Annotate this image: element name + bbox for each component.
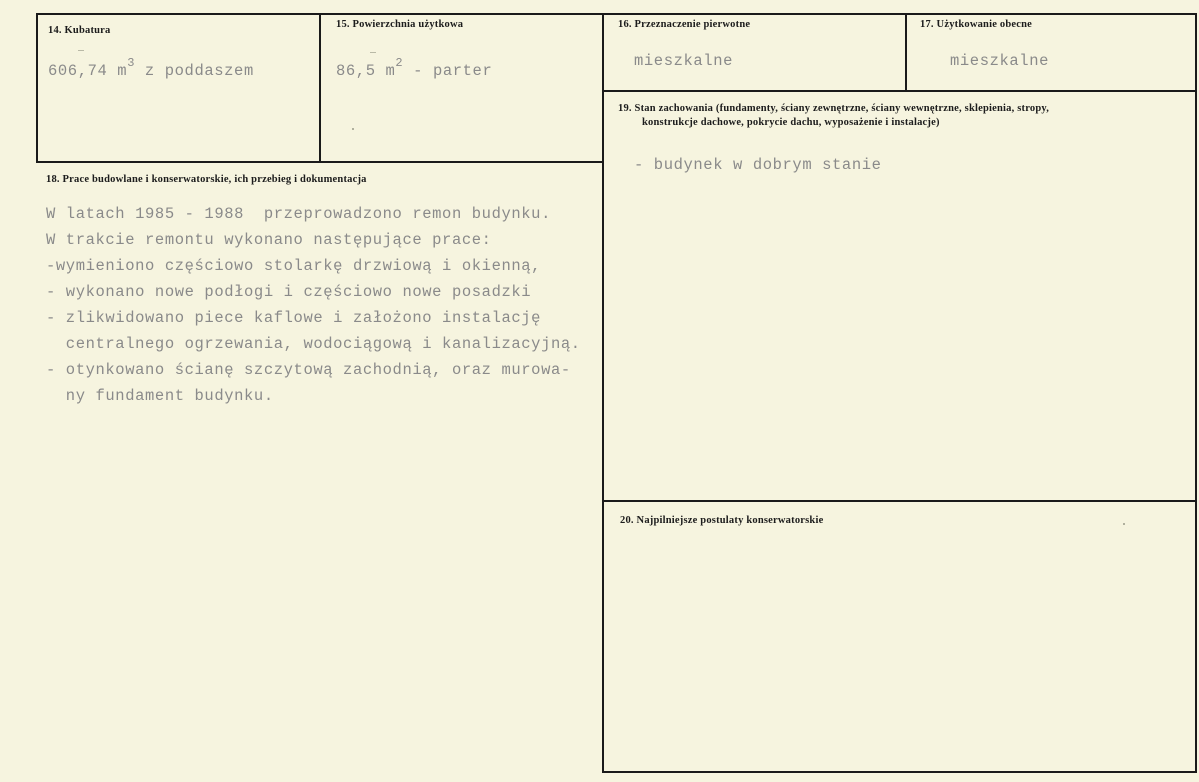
prace-line: - otynkowano ścianę szczytową zachodnią, oraz murowa- <box>46 361 571 379</box>
top-border <box>36 13 1197 15</box>
prace-line: W trakcie remontu wykonano następujące prace: <box>46 231 492 249</box>
bottom-border <box>603 771 1197 773</box>
left-border <box>36 13 38 163</box>
prace-line: -wymieniono częściowo stolarkę drzwiową i okienną, <box>46 257 542 275</box>
field-uzytkowanie <box>920 18 1192 74</box>
field-kubatura <box>48 24 313 85</box>
kubatura-exponent: 3 <box>127 56 136 70</box>
kubatura-value <box>48 58 313 85</box>
powierzchnia-exponent: 2 <box>395 56 404 70</box>
powierzchnia-number: 86,5 m <box>336 62 396 80</box>
stan-value: - budynek w dobrym stanie <box>634 156 882 174</box>
faint-mark <box>78 50 84 51</box>
paper-speck <box>352 128 354 130</box>
powierzchnia-note: - parter <box>403 62 493 80</box>
prace-line: W latach 1985 - 1988 przeprowadzono remon budynku. <box>46 205 551 223</box>
faint-mark <box>370 52 376 53</box>
field-przeznaczenie <box>618 18 900 74</box>
kubatura-label: 14. Kubatura <box>48 25 111 36</box>
field-prace <box>46 173 606 409</box>
field-stan <box>618 102 1190 178</box>
prace-line: ny fundament budynku. <box>46 387 274 405</box>
prace-text <box>46 201 606 409</box>
prace-line: - wykonano nowe podłogi i częściowo nowe posadzki <box>46 283 532 301</box>
hline-under-14-15 <box>36 161 604 163</box>
uzytkowanie-label: 17. Użytkowanie obecne <box>920 19 1033 30</box>
prace-line: - zlikwidowano piece kaflowe i założono instalację <box>46 309 542 327</box>
kubatura-number: 606,74 m <box>48 62 128 80</box>
postulaty-label: 20. Najpilniejsze postulaty konserwatorskie <box>620 515 824 526</box>
przeznaczenie-label: 16. Przeznaczenie pierwotne <box>618 19 751 30</box>
right-border <box>1195 13 1197 773</box>
stan-label: 19. Stan zachowania (fundamenty, ściany zewnętrzne, ściany wewnętrzne, sklepienia, stropy, <box>618 103 1050 114</box>
stan-label-continued: konstrukcje dachowe, pokrycie dachu, wyposażenie i instalacje) <box>642 117 940 128</box>
powierzchnia-value <box>336 58 598 85</box>
kubatura-note: z poddaszem <box>135 62 254 80</box>
divider-16-17 <box>905 13 907 91</box>
prace-line: centralnego ogrzewania, wodociągową i kanalizacyjną. <box>46 335 581 353</box>
hline-under-16-17 <box>603 90 1197 92</box>
prace-label: 18. Prace budowlane i konserwatorskie, ich przebieg i dokumentacja <box>46 174 367 185</box>
hline-under-19 <box>603 500 1197 502</box>
paper-speck <box>1123 523 1125 525</box>
field-postulaty <box>620 514 1190 528</box>
przeznaczenie-value: mieszkalne <box>634 52 734 70</box>
divider-14-15 <box>319 13 321 162</box>
uzytkowanie-value: mieszkalne <box>950 52 1050 70</box>
powierzchnia-label: 15. Powierzchnia użytkowa <box>336 19 464 30</box>
